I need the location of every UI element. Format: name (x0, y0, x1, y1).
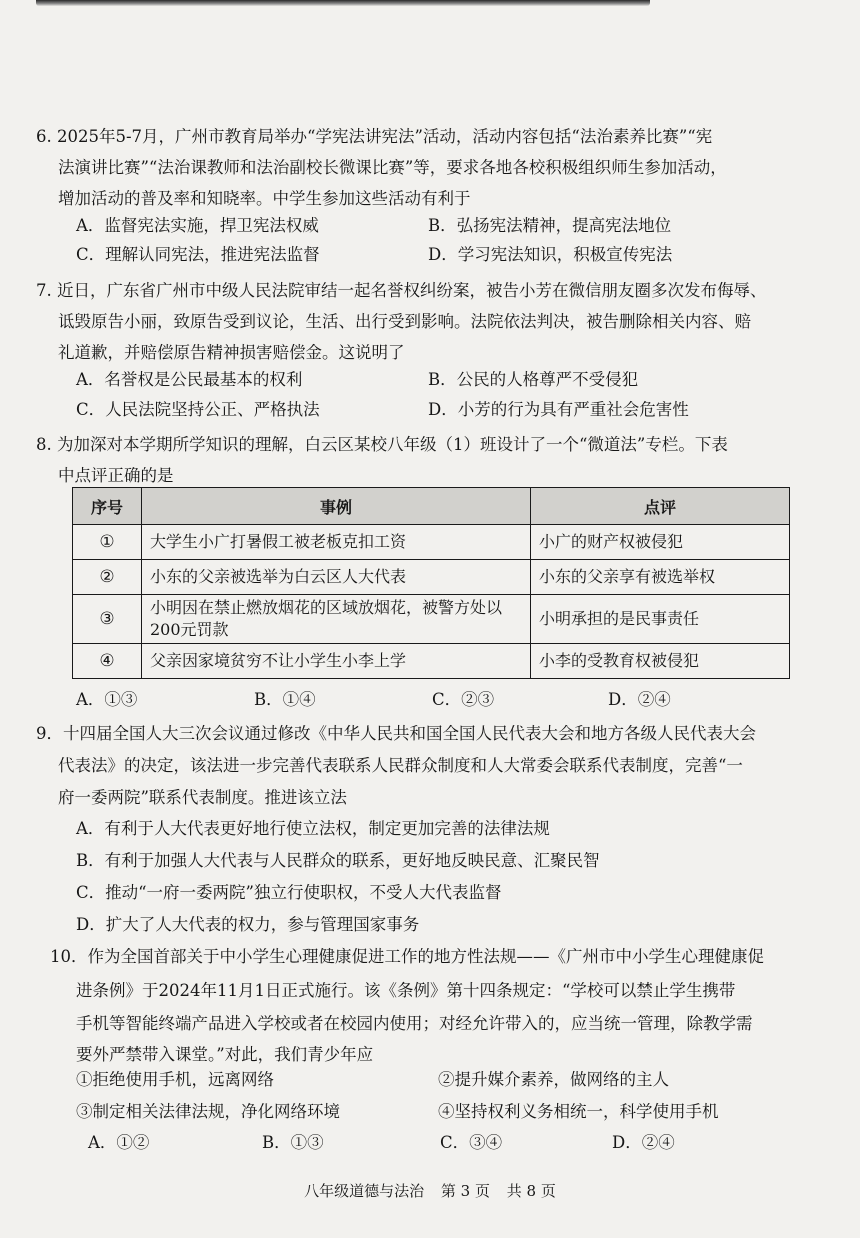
question-text-line: 8. 为加深对本学期所学知识的理解，白云区某校八年级（1）班设计了一个“微道法”专栏。下表 (36, 435, 728, 454)
row-number: ④ (73, 644, 142, 679)
table-row (73, 644, 790, 679)
option-a: A．监督宪法实施，捍卫宪法权威 (76, 216, 319, 235)
scan-edge-shadow (36, 0, 650, 6)
option-b: B．有利于加强人大代表与人民群众的联系，更好地反映民意、汇聚民智 (76, 851, 600, 870)
option-b: B．弘扬宪法精神，提高宪法地位 (428, 216, 672, 235)
table-header-row (73, 488, 790, 525)
question-text-line: 中点评正确的是 (58, 466, 174, 485)
row-comment: 小广的财产权被侵犯 (531, 525, 790, 560)
column-header-number: 序号 (73, 488, 142, 525)
statement-3: ③制定相关法律法规，净化网络环境 (76, 1102, 340, 1121)
option-d: D．②④ (612, 1133, 675, 1152)
cases-table (72, 487, 790, 679)
option-d: D．扩大了人大代表的权力，参与管理国家事务 (76, 915, 420, 934)
option-d: D．学习宪法知识，积极宣传宪法 (428, 245, 673, 264)
option-a: A．①② (88, 1133, 150, 1152)
row-case (142, 595, 531, 644)
question-text-line: 7. 近日，广东省广州市中级人民法院审结一起名誉权纠纷案，被告小芳在微信朋友圈多次发布侮辱、 (36, 281, 767, 300)
question-text-line: 要外严禁带入课堂。”对此，我们青少年应 (76, 1045, 374, 1064)
option-b: B．①③ (262, 1133, 324, 1152)
footer-page-number: 第 3 页 (440, 1182, 490, 1200)
option-c: C．③④ (440, 1133, 503, 1152)
question-text-line: 诋毁原告小丽，致原告受到议论，生活、出行受到影响。法院依法判决，被告删除相关内容、赔 (58, 312, 751, 331)
table-row (73, 560, 790, 595)
option-c: C．理解认同宪法，推进宪法监督 (76, 245, 320, 264)
option-c: C．人民法院坚持公正、严格执法 (76, 400, 320, 419)
row-comment: 小东的父亲享有被选举权 (531, 560, 790, 595)
row-number: ③ (73, 595, 142, 644)
row-comment: 小李的受教育权被侵犯 (531, 644, 790, 679)
footer-total-pages: 共 8 页 (506, 1182, 556, 1200)
question-text-line: 9．十四届全国人大三次会议通过修改《中华人民共和国全国人民代表大会和地方各级人民代表大会 (36, 724, 756, 743)
option-c: C．推动“一府一委两院”独立行使职权，不受人大代表监督 (76, 883, 502, 902)
question-text-line: 6. 2025年5-7月，广州市教育局举办“学宪法讲宪法”活动，活动内容包括“法治素养比赛”“宪 (36, 127, 713, 146)
table-row (73, 525, 790, 560)
option-b: B．公民的人格尊严不受侵犯 (428, 370, 639, 389)
table-row (73, 595, 790, 644)
statement-2: ②提升媒介素养，做网络的主人 (438, 1070, 669, 1089)
question-text-line: 进条例》于2024年11月1日正式施行。该《条例》第十四条规定：“学校可以禁止学生携带 (76, 981, 736, 1000)
footer-subject: 八年级道德与法治 (304, 1182, 425, 1200)
row-case-line: 小明因在禁止燃放烟花的区域放烟花，被警方处以 (150, 598, 503, 617)
option-c: C．②③ (432, 690, 495, 709)
row-case: 小东的父亲被选举为白云区人大代表 (142, 560, 531, 595)
column-header-case: 事例 (142, 488, 531, 525)
option-a: A．有利于人大代表更好地行使立法权，制定更加完善的法律法规 (76, 819, 550, 838)
option-a: A．①③ (76, 690, 138, 709)
option-a: A．名誉权是公民最基本的权利 (76, 370, 303, 389)
statement-1: ①拒绝使用手机，远离网络 (76, 1070, 274, 1089)
question-text-line: 手机等智能终端产品进入学校或者在校园内使用；对经允许带入的，应当统一管理，除教学需 (76, 1014, 753, 1033)
row-number: ① (73, 525, 142, 560)
column-header-comment: 点评 (531, 488, 790, 525)
option-b: B．①④ (254, 690, 316, 709)
row-number: ② (73, 560, 142, 595)
question-text-line: 10．作为全国首部关于中小学生心理健康促进工作的地方性法规——《广州市中小学生心理健康促 (50, 947, 764, 966)
question-text-line: 礼道歉，并赔偿原告精神损害赔偿金。这说明了 (58, 343, 405, 362)
question-text-line: 法演讲比赛”“法治课教师和法治副校长微课比赛”等，要求各地各校积极组织师生参加活动， (58, 158, 727, 177)
page-footer (0, 1181, 860, 1201)
row-comment: 小明承担的是民事责任 (531, 595, 790, 644)
question-text-line: 府一委两院”联系代表制度。推进该立法 (58, 788, 347, 807)
option-d: D．小芳的行为具有严重社会危害性 (428, 400, 689, 419)
row-case: 父亲因家境贫穷不让小学生小李上学 (142, 644, 531, 679)
statement-4: ④坚持权利义务相统一，科学使用手机 (438, 1102, 719, 1121)
question-text-line: 代表法》的决定，该法进一步完善代表联系人民群众制度和人大常委会联系代表制度，完善“一 (58, 756, 743, 775)
row-case: 大学生小广打暑假工被老板克扣工资 (142, 525, 531, 560)
option-d: D．②④ (608, 690, 671, 709)
question-text-line: 增加活动的普及率和知晓率。中学生参加这些活动有利于 (58, 189, 471, 208)
row-case-line: 200元罚款 (150, 620, 229, 639)
